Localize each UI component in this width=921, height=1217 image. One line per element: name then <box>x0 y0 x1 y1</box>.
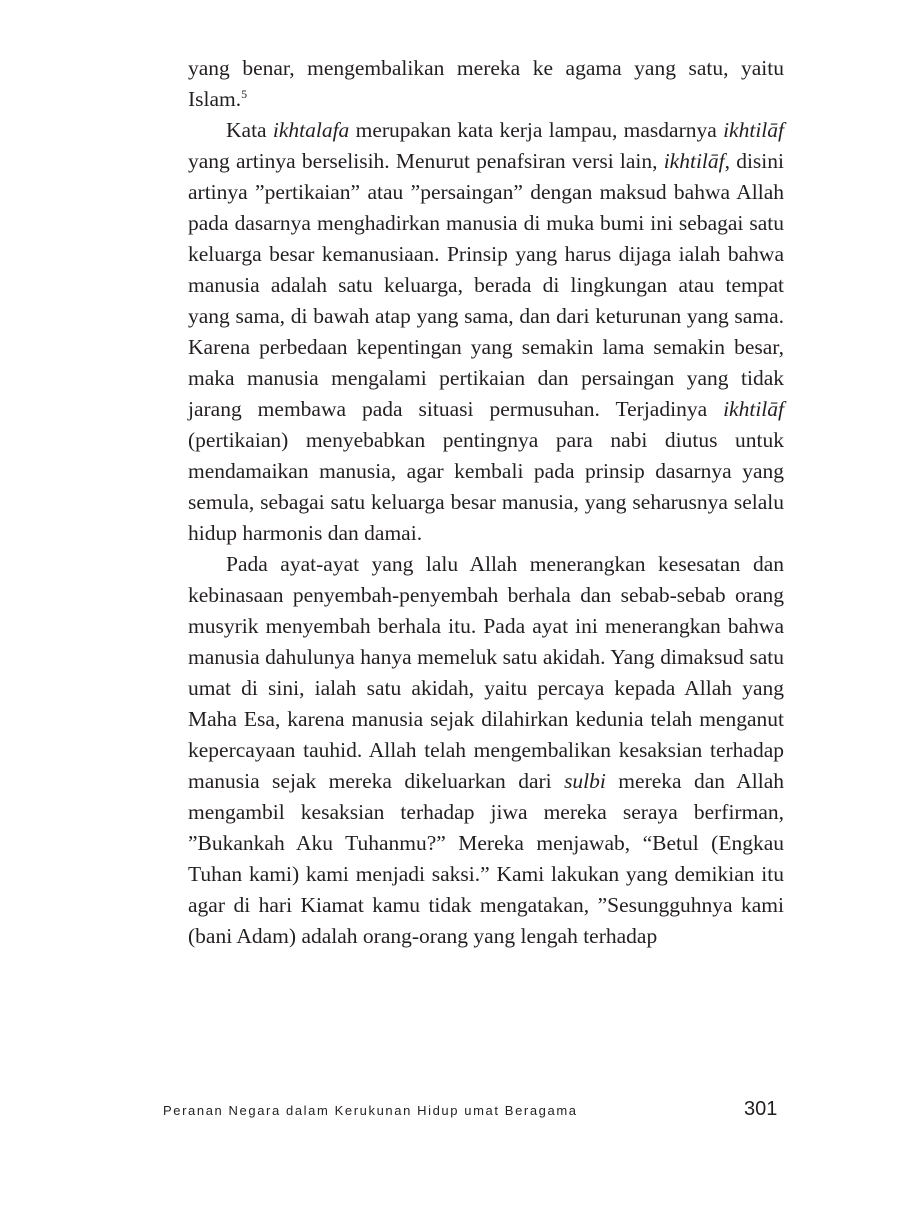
text-run: (pertikaian) menyebabkan pentingnya para nabi diutus untuk mendamaikan manusia, agar kembali pada prinsip dasarnya yang semula, sebagai satu keluarga besar manusia, yang seharusnya selalu hidup harmonis dan damai. <box>188 428 784 545</box>
italic-term: ikhtilāf <box>723 397 784 421</box>
text-run: mereka dan Allah mengambil kesaksian terhadap jiwa mereka seraya berfirman, ”Bukankah Aku Tuhanmu?” Mereka menjawab, “Betul (Engkau Tuhan kami) kami menjadi saksi.” Kami lakukan yang demikian itu agar di hari Kiamat kamu tidak mengatakan, ”Sesungguhnya kami (bani Adam) adalah orang-orang yang lengah terhadap <box>188 769 785 948</box>
italic-term: ikhtalafa <box>272 118 350 142</box>
paragraph-akidah <box>188 549 784 952</box>
text-run: Pada ayat-ayat yang lalu Allah menerangkan kesesatan dan kebinasaan penyembah-penyembah berhala dan sebab-sebab orang musyrik menyembah berhala itu. Pada ayat ini menerangkan bahwa manusia dahulunya hanya memeluk satu akidah. Yang dimaksud satu umat di sini, ialah satu akidah, yaitu percaya kepada Allah yang Maha Esa, karena manusia sejak dilahirkan kedunia telah menganut kepercayaan tauhid. Allah telah mengembalikan kesaksian terhadap manusia sejak mereka dikeluarkan dari <box>188 552 784 793</box>
italic-term: sulbi <box>564 769 606 793</box>
footnote-ref: 5 <box>241 86 248 101</box>
body-text <box>188 53 784 952</box>
paragraph-continuation <box>188 53 784 115</box>
text-run: yang benar, mengembalikan mereka ke agama yang satu, yaitu Islam. <box>188 56 784 111</box>
text-run: yang artinya berselisih. Menurut penafsiran versi lain, <box>188 149 664 173</box>
text-run: Kata <box>226 118 273 142</box>
page-number: 301 <box>744 1098 778 1120</box>
italic-term: ikhtilāf <box>663 149 725 173</box>
paragraph-ikhtilaf <box>188 115 784 549</box>
text-run: , disini artinya ”pertikaian” atau ”persaingan” dengan maksud bahwa Allah pada dasarnya menghadirkan manusia di muka bumi ini sebagai satu keluarga besar kemanusiaan. Prinsip yang harus dijaga ialah bahwa manusia adalah satu keluarga, berada di lingkungan atau tempat yang sama, di bawah atap yang sama, dan dari keturunan yang sama. Karena perbedaan kepentingan yang semakin lama semakin besar, maka manusia mengalami pertikaian dan persaingan yang tidak jarang membawa pada situasi permusuhan. Terjadinya <box>188 149 784 421</box>
running-footer-title: Peranan Negara dalam Kerukunan Hidup umat Beragama <box>163 1103 578 1118</box>
text-run: merupakan kata kerja lampau, masdarnya <box>349 118 724 142</box>
italic-term: ikhtilāf <box>723 118 784 142</box>
